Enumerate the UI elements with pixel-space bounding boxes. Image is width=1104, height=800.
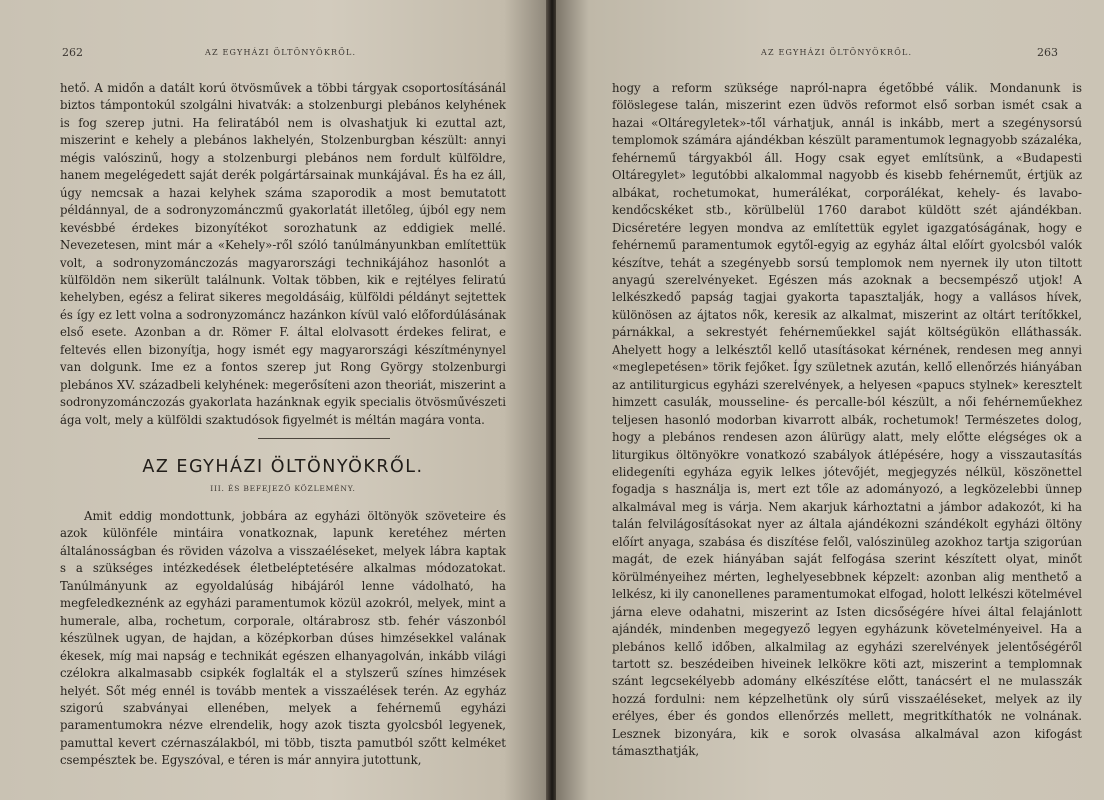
paragraph: hető. A midőn a datált korú ötvösművek a többi tárgyak csoportosításánál biztos támpontokúl szolgálni hivatvák: a stolzenburgi plebános kelyhének is fog szerep jutni. Ha feliratából nem is olvashatjuk ki ezuttal azt, miszerint e kehely a plebános lakhelyén, Stolzenburgban készült: annyi mégis valószinű, hogy a stolzenburgi plebános nem fordult külföldre, hanem megelégedett saját derék polgártársainak munkájával. És ha ez áll, úgy nemcsak a hazai kelyhek száma szaporodik a most bemutatott példánnyal, de a sodronyzománczmű gyakorlatát illetőleg, újból egy nem kevésbbé érdekes bizonyítékot sorozhatunk az eddigiek mellé. Nevezetesen, mint már a «Kehely»-ről szóló tanúlmányunkban említettük volt, a sodronyzománczozás magyarországi technikájához hasonlót a külföldön nem sikerült találnunk. Voltak többen, kik e rejtélyes feliratú kehelyben, egész a felirat sikeres megoldásáig, külföldi példányt sejtettek és így ez lett volna a sodronyzománcz hazánkon kívül való előfordúlásának első esete. Azonban a dr. Römer F. által elolvasott érdekes felirat, e feltevés ellen bizonyítja, hogy ismét egy magyarországi készítménynyel van dolgunk. Ime ez a fontos szerep jut Rong György stolzenburgi plebános XV. századbeli kelyhének: megerősíteni azon theoriát, miszerint a sodronyzománczozás gyakorlata hazánknak egyik specialis ötvösművészeti ága volt, mely a külföldi szaktudósok figyelmét is méltán magára vonta. — [60, 81, 506, 427]
paragraph: Amit eddig mondottunk, jobbára az egyházi öltönyök szöveteire és azok különféle mintáira vonatkoznak, lapunk keretéhez mérten általánosságban és röviden vázolva a visszaéléseket, melyek lábra kaptak s a szükséges intézkedések életbeléptetésére alkalmas módozatokat. Tanúlmányunk az egyoldalúság hibájáról lenne vádolható, ha megfeledkeznénk az egyházi paramentumok közül azokról, melyek, mint a humerale, alba, rochetum, corporale, oltárabrosz stb. fehér vászonból készülnek ugyan, de hajdan, a középkorban dúses himzésekkel valának ékesek, míg mai napság e technikát egészen elhanyagolván, inkább világi czélokra alkalmasabb csipkék foglalták el a stylszerű színes himzések helyét. Sőt még ennél is tovább mentek a visszaélések terén. Az egyház szigorú szabványai ellenében, melyek a fehérnemű egyházi paramentumokra nézve elrendelik, hogy azok tiszta gyolcsból legyenek, pamuttal kevert czérnaszálakból, mi több, tiszta pamutból szőtt kelméket csempésztek be. Egyszóval, e téren is már annyira jutottunk, — [60, 509, 506, 768]
body-text-block — [612, 80, 1082, 761]
page-number: 262 — [62, 46, 83, 59]
body-text-block — [60, 508, 506, 770]
right-page — [556, 0, 1104, 800]
running-head: AZ EGYHÁZI ÖLTÖNYÖKRŐL. — [761, 48, 913, 57]
paragraph: hogy a reform szüksége napról-napra égetőbbé válik. Mondanunk is fölöslegese talán, miszerint ezen üdvös reformot első sorban ismét csak a hazai «Oltáregyletek»-től várhatjuk, annál is inkább, mert a szegénysorsú templomok számára ajándékban készült paramentumok legnagyobb százaléka, fehérnemű tárgyakból áll. Hogy csak egyet említsünk, a «Budapesti Oltáregylet» legutóbbi alkalommal nagyobb és kisebb fehérneműt, értjük az albákat, rochetumokat, humerálékat, corporálékat, kehely- és lavabo-kendőcskéket stb., körülbelül 1760 darabot küldött szét ajándékban. Dicséretére legyen mondva az említettük egylet igazgatóságának, hogy e fehérnemű paramentumok egytől-egyig az egyház által előírt gyolcsból valók készítve, tehát a szegényebb sorsú templomok nem nyernek ily uton tiltott anyagú szerelvényeket. Egészen más azoknak a becsempésző utjok! A lelkészkedő papság tagjai gyakorta tapasztalják, hogy a vallásos hívek, különösen az ájtatos nők, keresik az alkalmat, miszerint az oltárt terítőkkel, párnákkal, a sekrestyét fehérneműekkel saját költségükön elláthassák. Ahelyett hogy a lelkésztől kellő utasításokat kérnének, rendesen meg annyi «meglepetésen» törik fejőket. Így születnek azután, kellő ellenőrzés hiányában az antiliturgicus egyházi szerelvények, a helyesen «papucs stylnek» keresztelt himzett casulák, mousseline- és percalle-ból készült, a női fehérneműekhez teljesen hasonló modorban kivarrott albák, rochetumok! Természetes dolog, hogy a plebános rendesen azon álürügy alatt, mely előtte elégséges ok a liturgikus öltönyökre vonatkozó szabályok átlépésére, hogy a visszautasítás elidegeníti egyháza egyik lelkes jótevőjét, megjegyzés nélkül, köszönettel fogadja s használja is, mert ezt tőle az adományozó, a legközelebbi ünnep alkalmával meg is várja. Nem akarjuk kárhoztatni a jámbor adakozót, ki ha talán felvilágosításokat nyer az általa ajándékozni szándékolt egyházi öltöny előírt anyaga, szabása és diszítése felől, valószinüleg azokhoz tartja szigorúan magát, de ezek hiányában saját felfogása szerint készített olyat, minőt körülményeihez mérten, leghelyesebbnek képzelt: azonban alig menthető a lelkész, ki ily canonellenes paramentumokat elfogad, holott lelkészi kötelmével járna eleve odahatni, miszerint az Isten dicsőségére hívei által felajánlott ajándék, mindenben megegyező legyen egyházunk követelményeivel. Ha a plebános kellő időben, alkalmilag az egyházi szerelvények jelentőségéről tartott sz. beszédeiben hiveinek lelkökre köti azt, miszerint a templomnak szánt legcsekélyebb adomány elkészítése előtt, tanácsért el ne mulasszák hozzá fordulni: nem képzelhetünk oly súrű visszaéléseket, melyek az ily erélyes, éber és gondos ellenőrzés mellett, megritkíthatók ne volnának. Lesznek bizonyára, kik e sorok olvasása alkalmával azon kifogást támaszthatják, — [612, 81, 1082, 759]
running-head: AZ EGYHÁZI ÖLTÖNYÖKRŐL. — [205, 48, 357, 57]
left-page — [0, 0, 548, 800]
section-title: AZ EGYHÁZI ÖLTÖNYÖKRŐL. — [142, 457, 424, 477]
page-number: 263 — [1037, 46, 1058, 59]
section-divider — [258, 438, 390, 439]
section-subtitle: III. ÉS BEFEJEZŐ KÖZLEMÉNY. — [210, 484, 356, 493]
body-text-block — [60, 80, 506, 429]
